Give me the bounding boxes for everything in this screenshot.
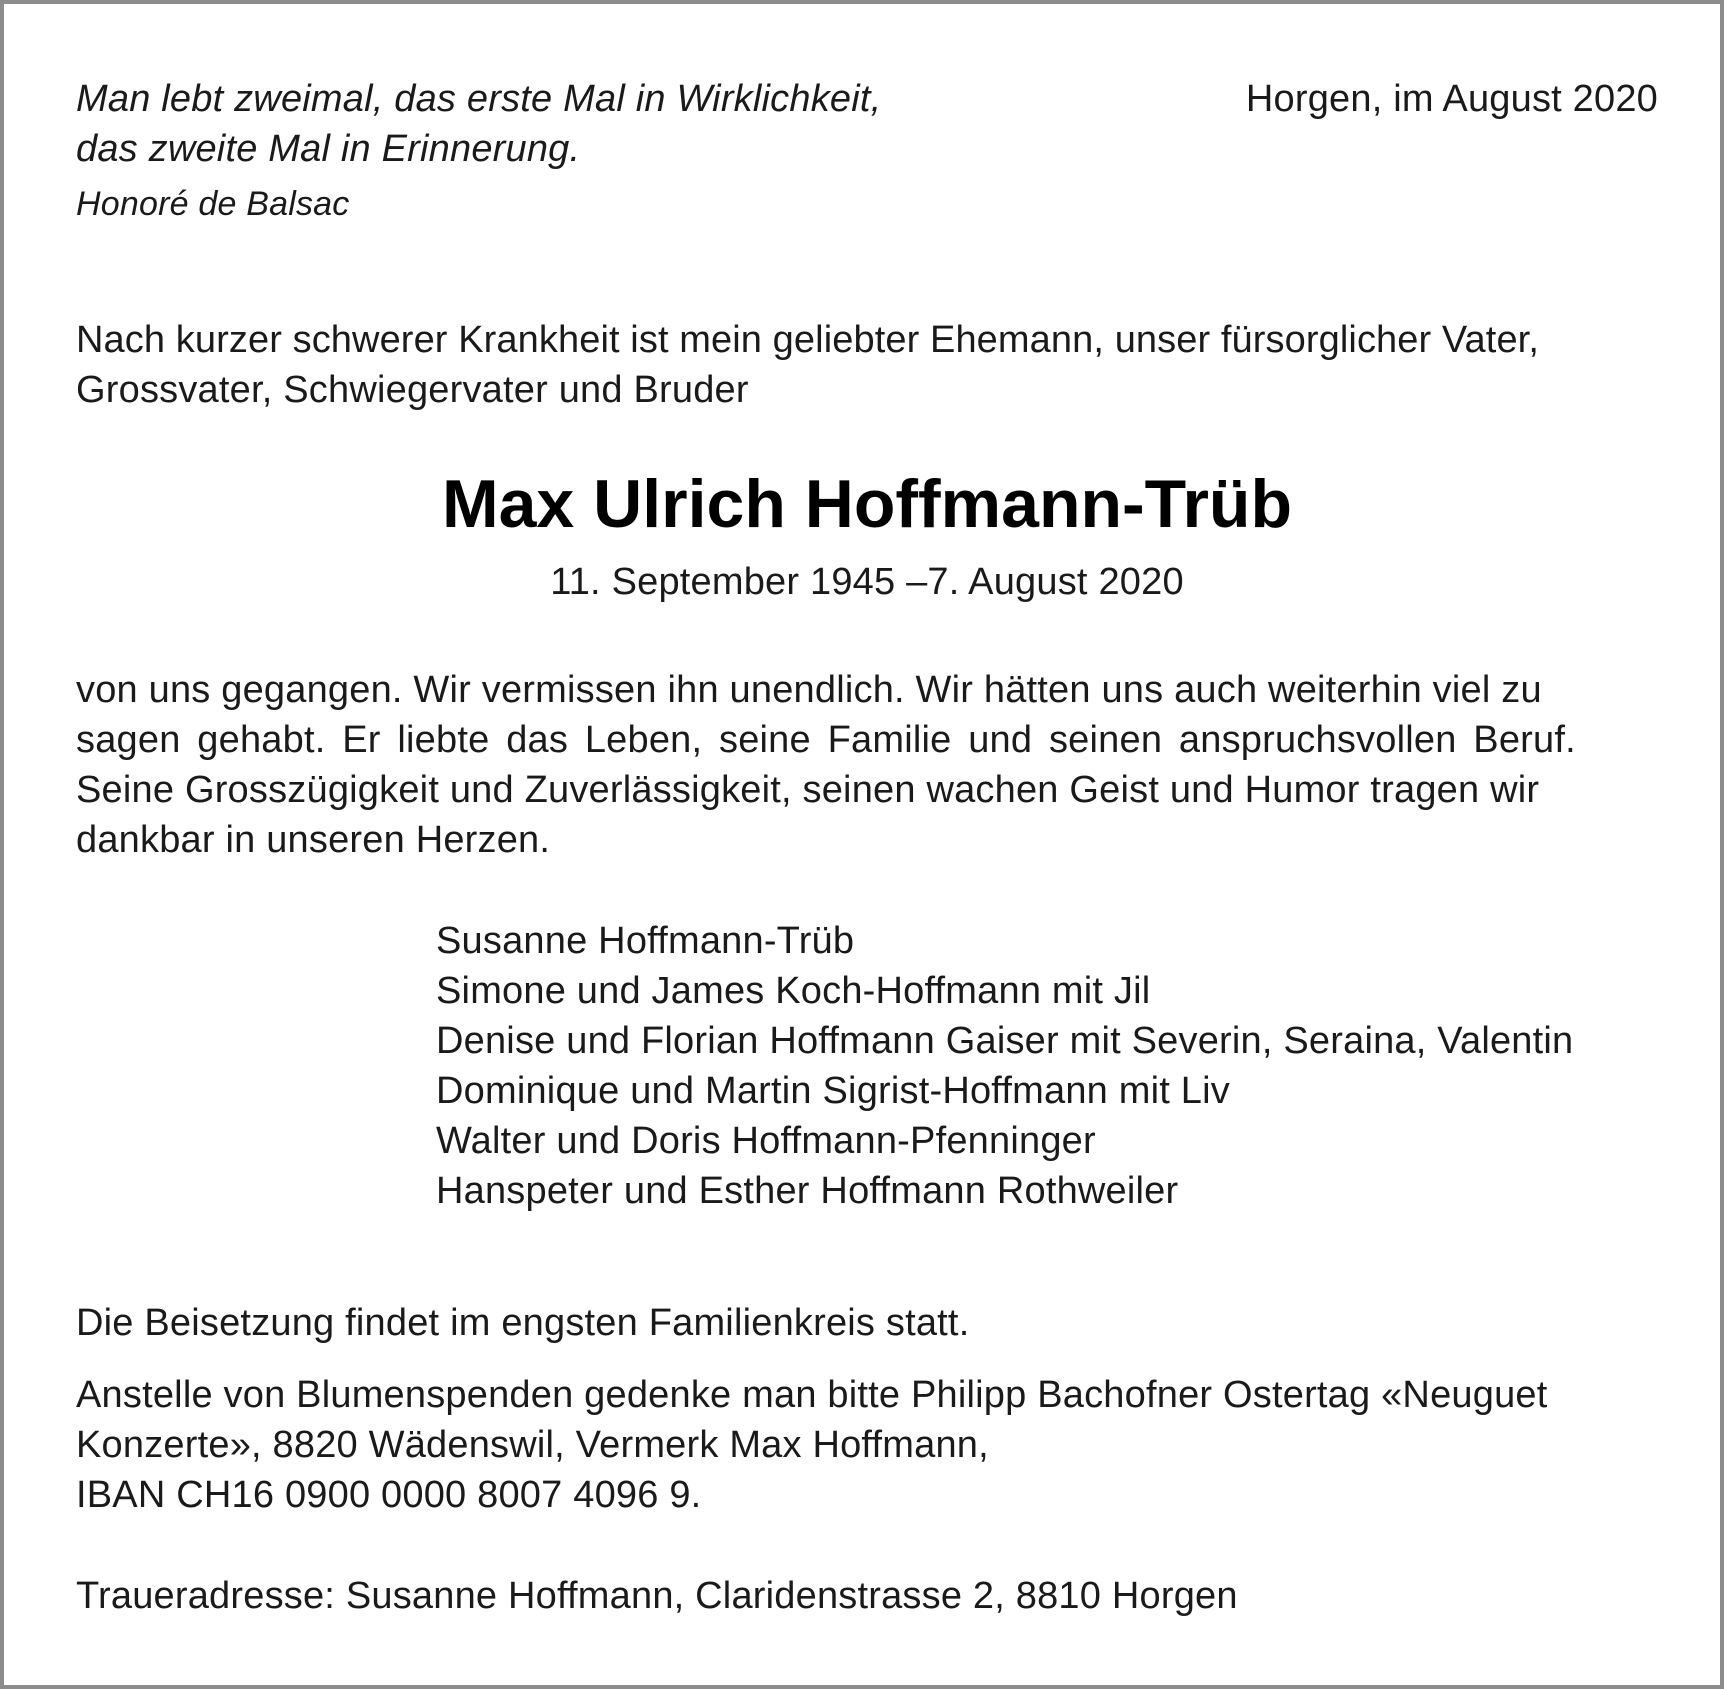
deceased-name: Max Ulrich Hoffmann-Trüb [441, 466, 1293, 542]
donation-notice [76, 1370, 1658, 1520]
mourner-item: Denise und Florian Hoffmann Gaiser mit Severin, Seraina, Valentin [436, 1020, 1574, 1062]
memorial-paragraph [76, 665, 1658, 865]
donation-line-1: Anstelle von Blumenspenden gedenke man bitte Philipp Bachofner Ostertag «Neuguet [76, 1374, 1548, 1416]
memorial-line-1: von uns gegangen. Wir vermissen ihn unendlich. Wir hätten uns auch weiterhin viel zu [76, 669, 1542, 711]
intro-line-1: Nach kurzer schwerer Krankheit ist mein geliebter Ehemann, unser fürsorglicher Vater, [76, 319, 1540, 361]
memorial-line-2: sagen gehabt. Er liebte das Leben, seine Familie und seinen anspruchsvollen Beruf. [76, 719, 1576, 761]
mourner-item: Walter und Doris Hoffmann-Pfenninger [436, 1120, 1096, 1162]
burial-notice: Die Beisetzung findet im engsten Familienkreis statt. [76, 1302, 970, 1344]
header [76, 74, 1658, 234]
mourner-item: Hanspeter und Esther Hoffmann Rothweiler [436, 1170, 1179, 1212]
donation-line-2: Konzerte», 8820 Wädenswil, Vermerk Max Hoffmann, [76, 1424, 989, 1466]
quote-author: Honoré de Balsac [76, 185, 350, 223]
place-date: Horgen, im August 2020 [1245, 78, 1658, 120]
mourners-list [436, 916, 1658, 1216]
memorial-line-3: Seine Grosszügigkeit und Zuverlässigkeit, seinen wachen Geist und Humor tragen wir [76, 769, 1540, 811]
quote [76, 74, 881, 174]
mourning-address: Traueradresse: Susanne Hoffmann, Claridenstrasse 2, 8810 Horgen [76, 1575, 1238, 1617]
mourner-item: Simone und James Koch-Hoffmann mit Jil [436, 970, 1151, 1012]
quote-line-2: das zweite Mal in Erinnerung. [76, 128, 581, 170]
quote-line-1: Man lebt zweimal, das erste Mal in Wirklichkeit, [76, 78, 882, 120]
donation-line-3: IBAN CH16 0900 0000 8007 4096 9. [76, 1474, 702, 1516]
memorial-line-4: dankbar in unseren Herzen. [76, 819, 551, 861]
mourner-item: Dominique und Martin Sigrist-Hoffmann mit Liv [436, 1070, 1230, 1112]
life-dates: 11. September 1945 –7. August 2020 [550, 561, 1184, 603]
mourner-item: Susanne Hoffmann-Trüb [436, 920, 855, 962]
intro-line-2: Grossvater, Schwiegervater und Bruder [76, 369, 749, 411]
intro-paragraph [76, 315, 1658, 415]
